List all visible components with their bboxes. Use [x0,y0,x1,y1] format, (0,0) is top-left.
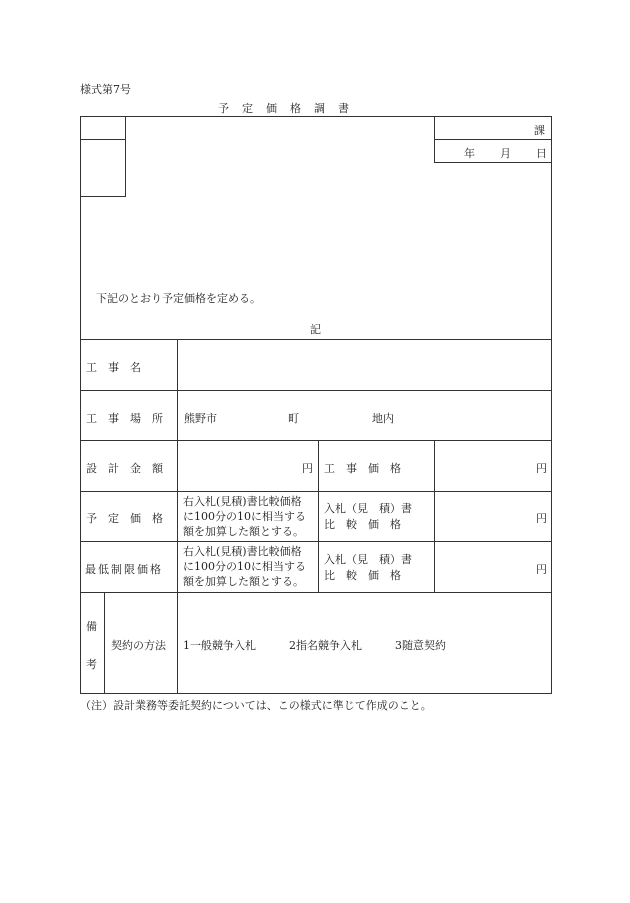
date-box [434,139,552,163]
section-label: 課 [534,124,545,137]
date-month: 月 [500,147,511,160]
planned-note-line: 額を加算した額とする。 [183,525,304,538]
stamp-box-top [80,116,126,140]
footnote: （注）設計業務等委託契約については、この様式に準じて作成のこと。 [80,699,432,712]
planned-yen: 円 [536,512,547,525]
page-title: 予 定 価 格 調 書 [218,102,350,115]
design-amount-label: 設 計 金 額 [86,462,163,475]
min-limit-label: 最低制限価格 [85,563,163,576]
min-note-line: 右入札(見積)書比較価格 [183,545,302,558]
date-year: 年 [464,147,475,160]
contract-method-label: 契約の方法 [111,639,166,652]
row-divider [80,390,552,391]
project-place-label: 工 事 場 所 [86,412,163,425]
row-divider [80,440,552,441]
row-divider [80,592,552,593]
place-city: 熊野市 [184,412,217,425]
planned-compare-line: 入札（見 積）書 [324,502,412,515]
form-frame [80,116,552,694]
planned-price-label: 予 定 価 格 [86,512,163,525]
planned-note [183,494,306,539]
row-divider [80,339,552,340]
statement-text: 下記のとおり予定価格を定める。 [96,292,261,305]
construction-price-label: 工 事 価 格 [324,462,401,475]
stamp-box-bottom [80,139,126,197]
remarks-char-1: 備 [86,620,97,633]
contract-options: 1一般競争入札 2指名競争入札 3随意契約 [183,639,446,652]
column-divider [318,440,319,592]
min-yen: 円 [536,563,547,576]
planned-note-line: 右入札(見積)書比較価格 [183,495,302,508]
project-name-label: 工 事 名 [86,361,141,374]
form-number: 様式第7号 [80,83,131,96]
remarks-char-2: 考 [86,658,97,671]
min-note-line: に100分の10に相当する [183,560,306,573]
min-compare [324,552,412,584]
planned-compare [324,501,412,533]
column-divider [177,339,178,694]
ki-heading: 記 [310,323,321,336]
min-compare-line: 比 較 価 格 [324,569,401,582]
min-note [183,544,306,589]
place-town: 町 [288,412,299,425]
column-divider [104,592,105,694]
column-divider [434,440,435,592]
planned-compare-line: 比 較 価 格 [324,518,401,531]
planned-note-line: に100分の10に相当する [183,510,306,523]
row-divider [80,541,552,542]
min-note-line: 額を加算した額とする。 [183,575,304,588]
date-day: 日 [536,147,547,160]
construction-yen: 円 [536,462,547,475]
design-yen: 円 [302,462,313,475]
min-compare-line: 入札（見 積）書 [324,553,412,566]
place-lot: 地内 [372,412,394,425]
row-divider [80,491,552,492]
